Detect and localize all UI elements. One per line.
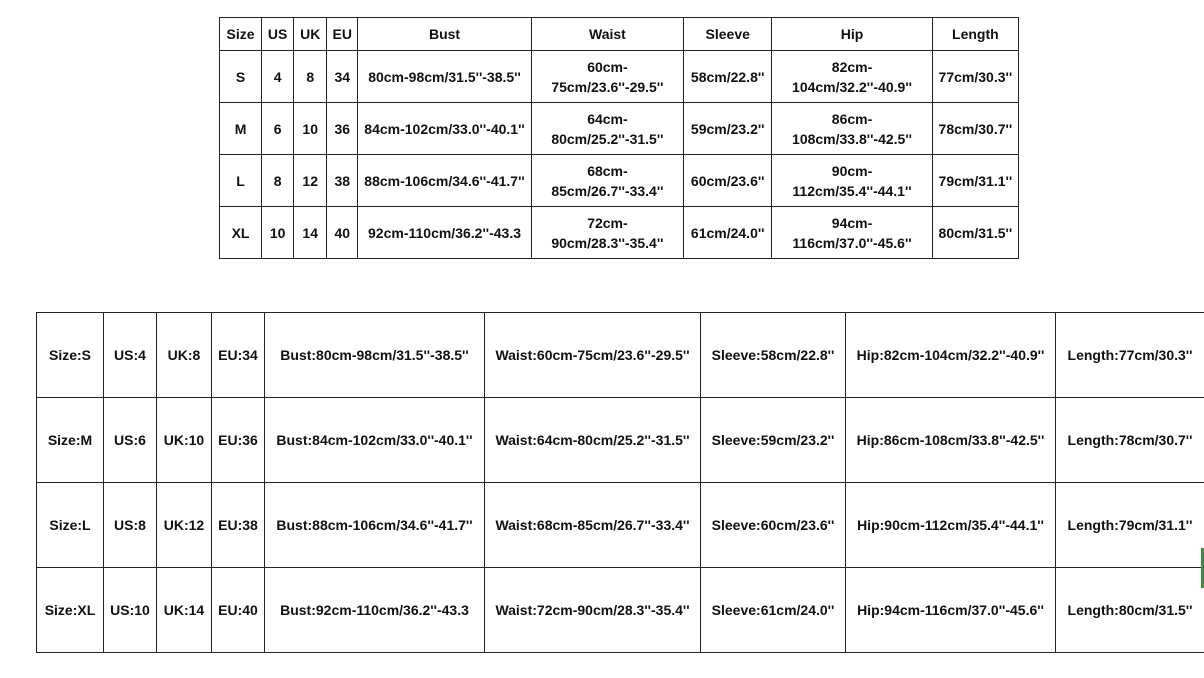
table-cell: Sleeve:60cm/23.6'': [701, 483, 846, 568]
table-cell: 6: [262, 103, 294, 155]
table-cell: 88cm-106cm/34.6''-41.7'': [358, 155, 531, 207]
table-cell: 80cm/31.5'': [932, 207, 1018, 259]
table-cell: 36: [327, 103, 358, 155]
table-cell: Hip:82cm-104cm/32.2''-40.9'': [846, 313, 1056, 398]
table-cell: 90cm-112cm/35.4''-44.1'': [772, 155, 932, 207]
header-cell-size: Size: [220, 18, 262, 51]
table-cell: 4: [262, 51, 294, 103]
table-cell: 86cm-108cm/33.8''-42.5'': [772, 103, 932, 155]
table-cell: Hip:90cm-112cm/35.4''-44.1'': [846, 483, 1056, 568]
table-cell: S: [220, 51, 262, 103]
table-cell: Length:79cm/31.1'': [1056, 483, 1204, 568]
table-cell: Bust:92cm-110cm/36.2''-43.3: [265, 568, 485, 653]
header-cell-waist: Waist: [531, 18, 683, 51]
table-cell: L: [220, 155, 262, 207]
table-cell: Waist:60cm-75cm/23.6''-29.5'': [485, 313, 701, 398]
table-row: [220, 103, 1019, 155]
table-cell: 77cm/30.3'': [932, 51, 1018, 103]
table-cell: Bust:88cm-106cm/34.6''-41.7'': [265, 483, 485, 568]
table-row: [220, 207, 1019, 259]
header-cell-bust: Bust: [358, 18, 531, 51]
table-cell: Length:78cm/30.7'': [1056, 398, 1204, 483]
header-cell-uk: UK: [294, 18, 327, 51]
table-cell: UK:12: [157, 483, 212, 568]
table-cell: Length:77cm/30.3'': [1056, 313, 1204, 398]
header-cell-us: US: [262, 18, 294, 51]
table-cell: 82cm-104cm/32.2''-40.9'': [772, 51, 932, 103]
table-cell: Waist:68cm-85cm/26.7''-33.4'': [485, 483, 701, 568]
header-cell-hip: Hip: [772, 18, 932, 51]
table-cell: Bust:84cm-102cm/33.0''-40.1'': [265, 398, 485, 483]
size-chart-table-bottom: [36, 312, 1204, 653]
table-cell: 59cm/23.2'': [684, 103, 772, 155]
table-cell: Hip:86cm-108cm/33.8''-42.5'': [846, 398, 1056, 483]
table-cell: M: [220, 103, 262, 155]
table-cell: 64cm-80cm/25.2''-31.5'': [531, 103, 683, 155]
table-cell: UK:14: [157, 568, 212, 653]
table-cell: 78cm/30.7'': [932, 103, 1018, 155]
table-cell: Sleeve:59cm/23.2'': [701, 398, 846, 483]
table-row: [37, 313, 1204, 398]
table-cell: US:4: [104, 313, 157, 398]
table-cell: Sleeve:61cm/24.0'': [701, 568, 846, 653]
table-cell: 10: [294, 103, 327, 155]
table-row: [37, 398, 1204, 483]
table-cell: 72cm-90cm/28.3''-35.4'': [531, 207, 683, 259]
table-cell: 38: [327, 155, 358, 207]
table-cell: 61cm/24.0'': [684, 207, 772, 259]
table-header-row: [220, 18, 1019, 51]
table-row: [37, 483, 1204, 568]
header-cell-sleeve: Sleeve: [684, 18, 772, 51]
header-cell-length: Length: [932, 18, 1018, 51]
table-cell: EU:36: [212, 398, 265, 483]
table-cell: UK:10: [157, 398, 212, 483]
table-cell: 58cm/22.8'': [684, 51, 772, 103]
table-cell: Waist:72cm-90cm/28.3''-35.4'': [485, 568, 701, 653]
table-cell: Size:XL: [37, 568, 104, 653]
table-cell: Hip:94cm-116cm/37.0''-45.6'': [846, 568, 1056, 653]
table-cell: 92cm-110cm/36.2''-43.3: [358, 207, 531, 259]
table-cell: Size:M: [37, 398, 104, 483]
size-chart-table-top: [219, 17, 1019, 259]
table-cell: Sleeve:58cm/22.8'': [701, 313, 846, 398]
table-cell: Length:80cm/31.5'': [1056, 568, 1204, 653]
table-cell: EU:40: [212, 568, 265, 653]
table-cell: US:8: [104, 483, 157, 568]
table-cell: 12: [294, 155, 327, 207]
table-cell: Bust:80cm-98cm/31.5''-38.5'': [265, 313, 485, 398]
table-cell: EU:38: [212, 483, 265, 568]
table-cell: 8: [262, 155, 294, 207]
table-row: [220, 51, 1019, 103]
table-cell: 60cm-75cm/23.6''-29.5'': [531, 51, 683, 103]
table-cell: UK:8: [157, 313, 212, 398]
table-cell: 79cm/31.1'': [932, 155, 1018, 207]
table-cell: US:10: [104, 568, 157, 653]
table-cell: XL: [220, 207, 262, 259]
table-row: [37, 568, 1204, 653]
table-cell: 80cm-98cm/31.5''-38.5'': [358, 51, 531, 103]
table-cell: 40: [327, 207, 358, 259]
table-cell: 34: [327, 51, 358, 103]
table-cell: EU:34: [212, 313, 265, 398]
table-cell: 68cm-85cm/26.7''-33.4'': [531, 155, 683, 207]
table-cell: 10: [262, 207, 294, 259]
table-cell: US:6: [104, 398, 157, 483]
table-cell: 14: [294, 207, 327, 259]
table-cell: 84cm-102cm/33.0''-40.1'': [358, 103, 531, 155]
header-cell-eu: EU: [327, 18, 358, 51]
table-cell: Size:L: [37, 483, 104, 568]
table-cell: Waist:64cm-80cm/25.2''-31.5'': [485, 398, 701, 483]
table-cell: 60cm/23.6'': [684, 155, 772, 207]
table-cell: Size:S: [37, 313, 104, 398]
table-row: [220, 155, 1019, 207]
table-cell: 8: [294, 51, 327, 103]
table-cell: 94cm-116cm/37.0''-45.6'': [772, 207, 932, 259]
